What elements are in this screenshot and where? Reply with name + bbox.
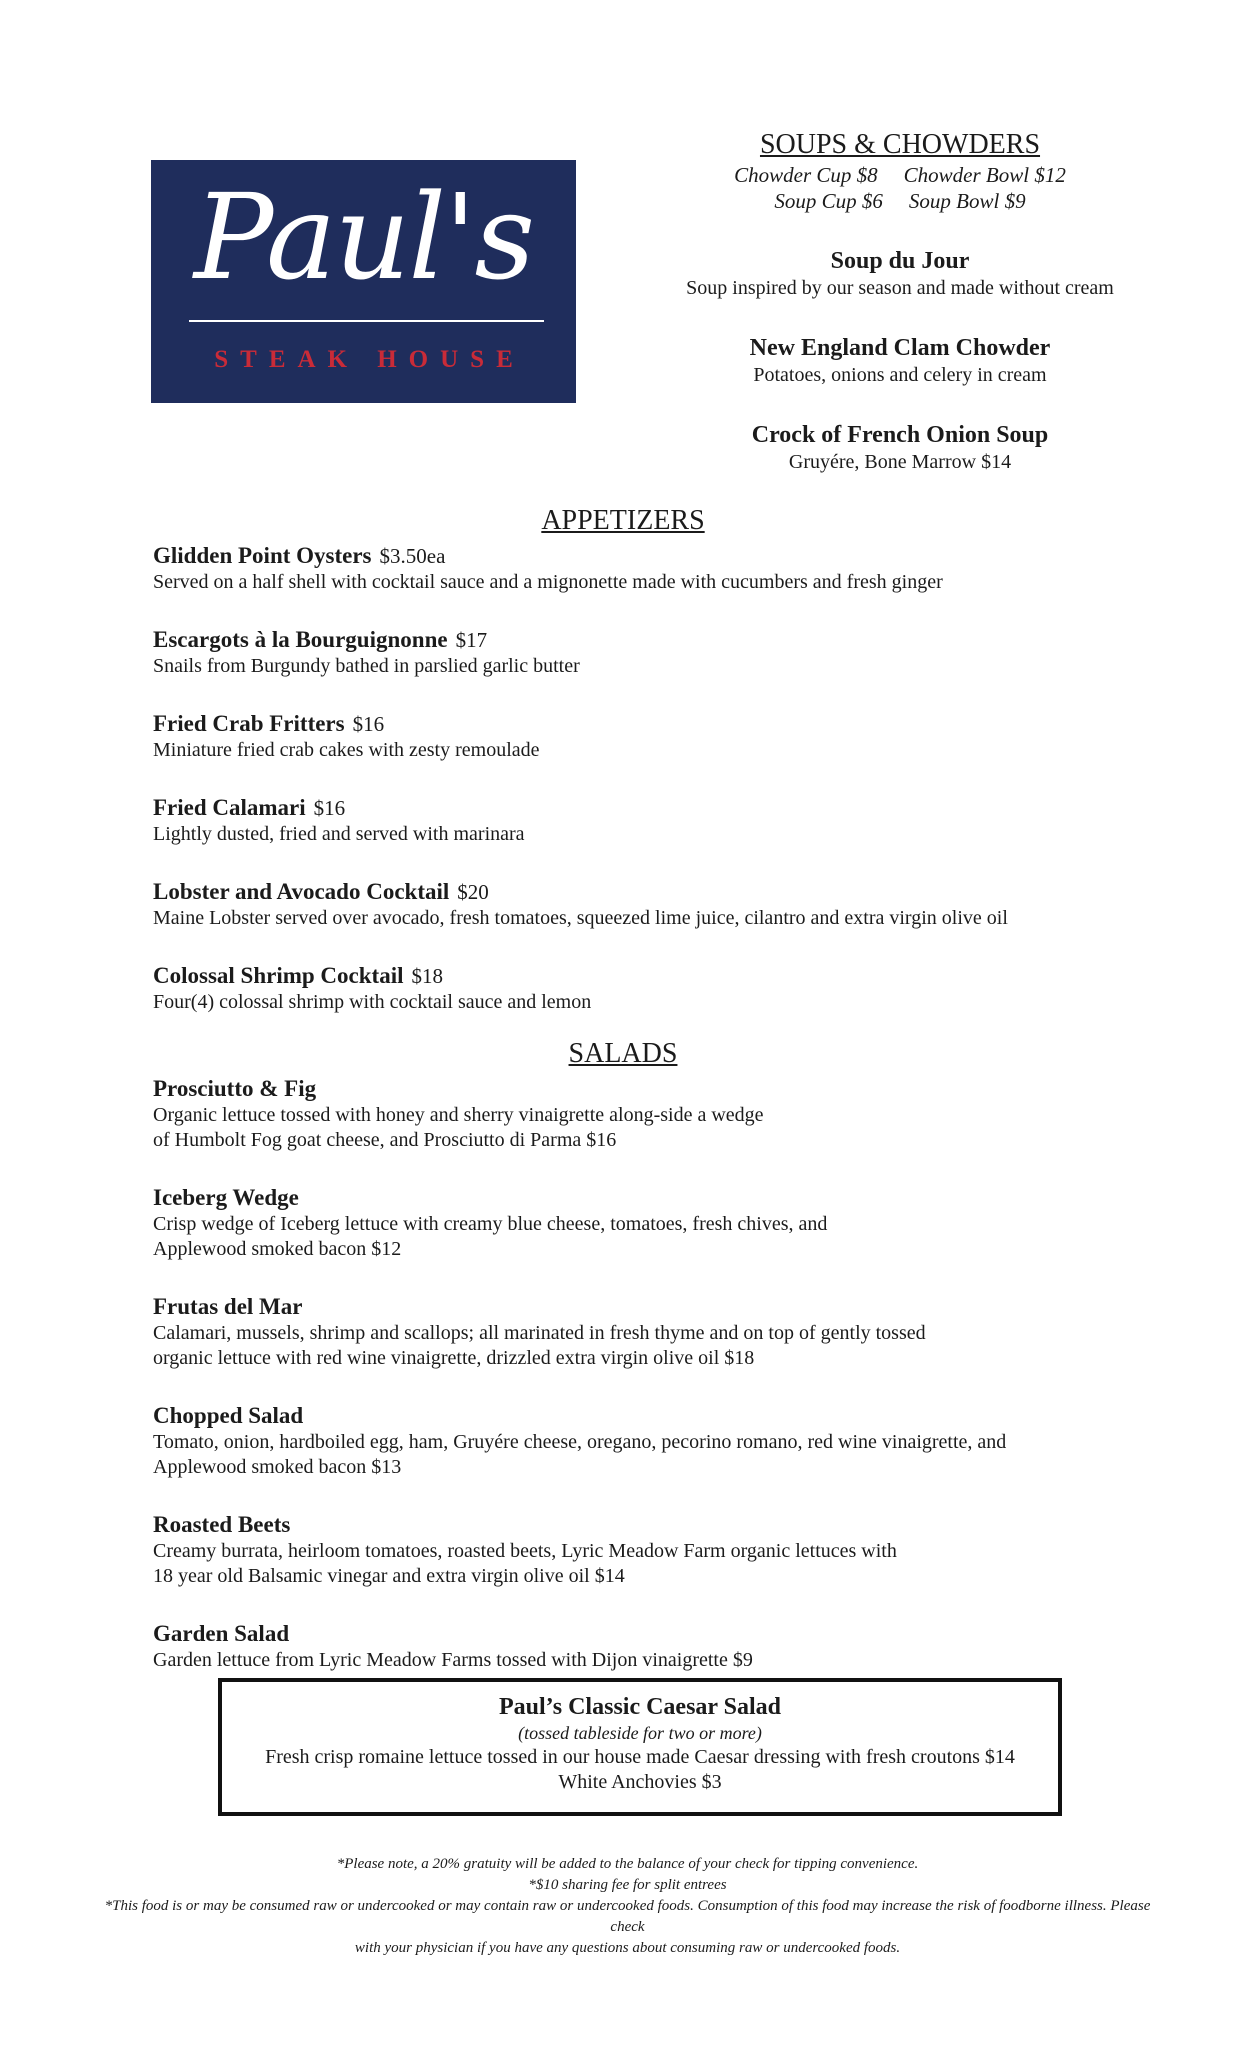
menu-item [153,710,1093,763]
menu-item-description: Tomato, onion, hardboiled egg, ham, Gruyére cheese, oregano, pecorino romano, red wine vinaigrette, and [153,1431,1007,1453]
menu-item-header [153,542,1093,570]
menu-item-description: Served on a half shell with cocktail sauce and a mignonette made with cucumbers and fresh ginger [153,571,943,593]
soup-sizes-row [640,188,1160,214]
menu-item [153,1075,1093,1153]
logo-divider [189,320,544,322]
menu-item [153,1184,1093,1262]
menu-item-header [153,962,1093,990]
logo-subtitle: STEAK HOUSE [214,346,525,373]
menu-item [153,626,1093,679]
menu-item-description: Four(4) colossal shrimp with cocktail sauce and lemon [153,991,592,1013]
menu-item-description: Snails from Burgundy bathed in parslied garlic butter [153,655,580,677]
menu-item-header [153,1511,1093,1539]
soups-section [640,128,1160,475]
menu-item-header [153,1075,1093,1103]
chowder-cup-price: Chowder Cup $8 [734,163,878,187]
menu-item-name: Escargots à la Bourguignonne [153,627,448,652]
menu-item-name: Prosciutto & Fig [153,1076,317,1101]
caesar-title: Paul’s Classic Caesar Salad [498,1694,782,1720]
menu-item-header [153,794,1093,822]
salad-list [153,1075,1093,1673]
soup-name: Soup du Jour [830,248,970,274]
menu-item [153,1293,1093,1371]
caesar-salad-box [218,1678,1062,1816]
menu-item-description: Maine Lobster served over avocado, fresh tomatoes, squeezed lime juice, cilantro and extra virgin olive oil [153,907,1008,929]
menu-item-price: $20 [457,880,489,904]
menu-item-price: $17 [455,628,488,652]
restaurant-logo [151,160,576,403]
menu-item [153,878,1093,931]
gratuity-note: *Please note, a 20% gratuity will be added to the balance of your check for tipping convenience. [336,1856,919,1872]
soup-item [640,420,1160,475]
soup-name: Crock of French Onion Soup [751,422,1049,448]
menu-item-header [153,1402,1093,1430]
salads-title: SALADS [568,1038,678,1069]
menu-item-description: Creamy burrata, heirloom tomatoes, roasted beets, Lyric Meadow Farm organic lettuces with [153,1540,897,1562]
salads-section [153,1037,1093,1673]
menu-item-description: 18 year old Balsamic vinegar and extra virgin olive oil $14 [153,1565,625,1587]
menu-item-description: Lightly dusted, fried and served with marinara [153,823,525,845]
menu-item-description: Organic lettuce tossed with honey and sherry vinaigrette along-side a wedge [153,1104,764,1126]
menu-item-name: Iceberg Wedge [153,1185,299,1210]
soup-name: New England Clam Chowder [749,335,1051,361]
soup-description: Gruyére, Bone Marrow $14 [788,451,1012,473]
raw-food-warning-cont: with your physician if you have any questions about consuming raw or undercooked foods. [354,1940,901,1956]
appetizers-title: APPETIZERS [541,505,705,536]
menu-item-description: Miniature fried crab cakes with zesty remoulade [153,739,540,761]
menu-item-description: Applewood smoked bacon $12 [153,1238,402,1260]
menu-item-header [153,878,1093,906]
menu-item [153,542,1093,595]
menu-item-name: Lobster and Avocado Cocktail [153,879,450,904]
soup-cup-price: Soup Cup $6 [774,189,883,213]
menu-item [153,962,1093,1015]
menu-item-description: Calamari, mussels, shrimp and scallops; all marinated in fresh thyme and on top of gently tossed [153,1322,926,1344]
menu-item-price: $3.50ea [379,544,446,568]
menu-item-description: Garden lettuce from Lyric Meadow Farms tossed with Dijon vinaigrette $9 [153,1649,753,1671]
menu-item-description: Applewood smoked bacon $13 [153,1456,402,1478]
menu-item-header [153,1620,1093,1648]
menu-item-name: Frutas del Mar [153,1294,303,1319]
raw-food-warning: *This food is or may be consumed raw or undercooked or may contain raw or undercooked foods. Consumption of this food may increase the risk of foodborne illness. Please check [104,1898,1151,1935]
menu-item-name: Fried Calamari [153,795,306,820]
menu-item [153,1402,1093,1480]
menu-item-header [153,1293,1093,1321]
menu-item-description: of Humbolt Fog goat cheese, and Prosciutto di Parma $16 [153,1129,617,1151]
menu-item-description: organic lettuce with red wine vinaigrette, drizzled extra virgin olive oil $18 [153,1347,755,1369]
soup-sizes-row [640,162,1160,188]
menu-item-name: Chopped Salad [153,1403,304,1428]
appetizers-section [153,504,1093,1015]
soups-title: SOUPS & CHOWDERS [759,129,1041,160]
menu-item [153,794,1093,847]
soup-bowl-price: Soup Bowl $9 [908,189,1026,213]
menu-item-price: $16 [313,796,346,820]
menu-item-name: Roasted Beets [153,1512,291,1537]
caesar-note: (tossed tableside for two or more) [518,1723,762,1743]
menu-item-price: $16 [352,712,385,736]
menu-item-description: Crisp wedge of Iceberg lettuce with creamy blue cheese, tomatoes, fresh chives, and [153,1213,828,1235]
soup-item [640,246,1160,301]
soup-description: Soup inspired by our season and made without cream [686,277,1114,299]
menu-item-name: Colossal Shrimp Cocktail [153,963,404,988]
appetizer-list [153,542,1093,1015]
chowder-bowl-price: Chowder Bowl $12 [903,163,1066,187]
menu-item [153,1620,1093,1673]
menu-item-price: $18 [411,964,443,988]
menu-item [153,1511,1093,1589]
logo-script-text: Paul's [193,168,534,306]
caesar-addon: White Anchovies $3 [558,1771,722,1793]
soup-description: Potatoes, onions and celery in cream [753,364,1047,386]
soup-item [640,333,1160,388]
footer-notes [90,1854,1165,1959]
menu-item-header [153,626,1093,654]
menu-item-header [153,1184,1093,1212]
menu-item-name: Fried Crab Fritters [153,711,345,736]
menu-item-name: Glidden Point Oysters [153,543,372,568]
sharing-fee-note: *$10 sharing fee for split entrees [528,1877,727,1893]
menu-item-name: Garden Salad [153,1621,290,1646]
menu-item-header [153,710,1093,738]
caesar-description: Fresh crisp romaine lettuce tossed in our house made Caesar dressing with fresh croutons $14 [265,1746,1015,1768]
